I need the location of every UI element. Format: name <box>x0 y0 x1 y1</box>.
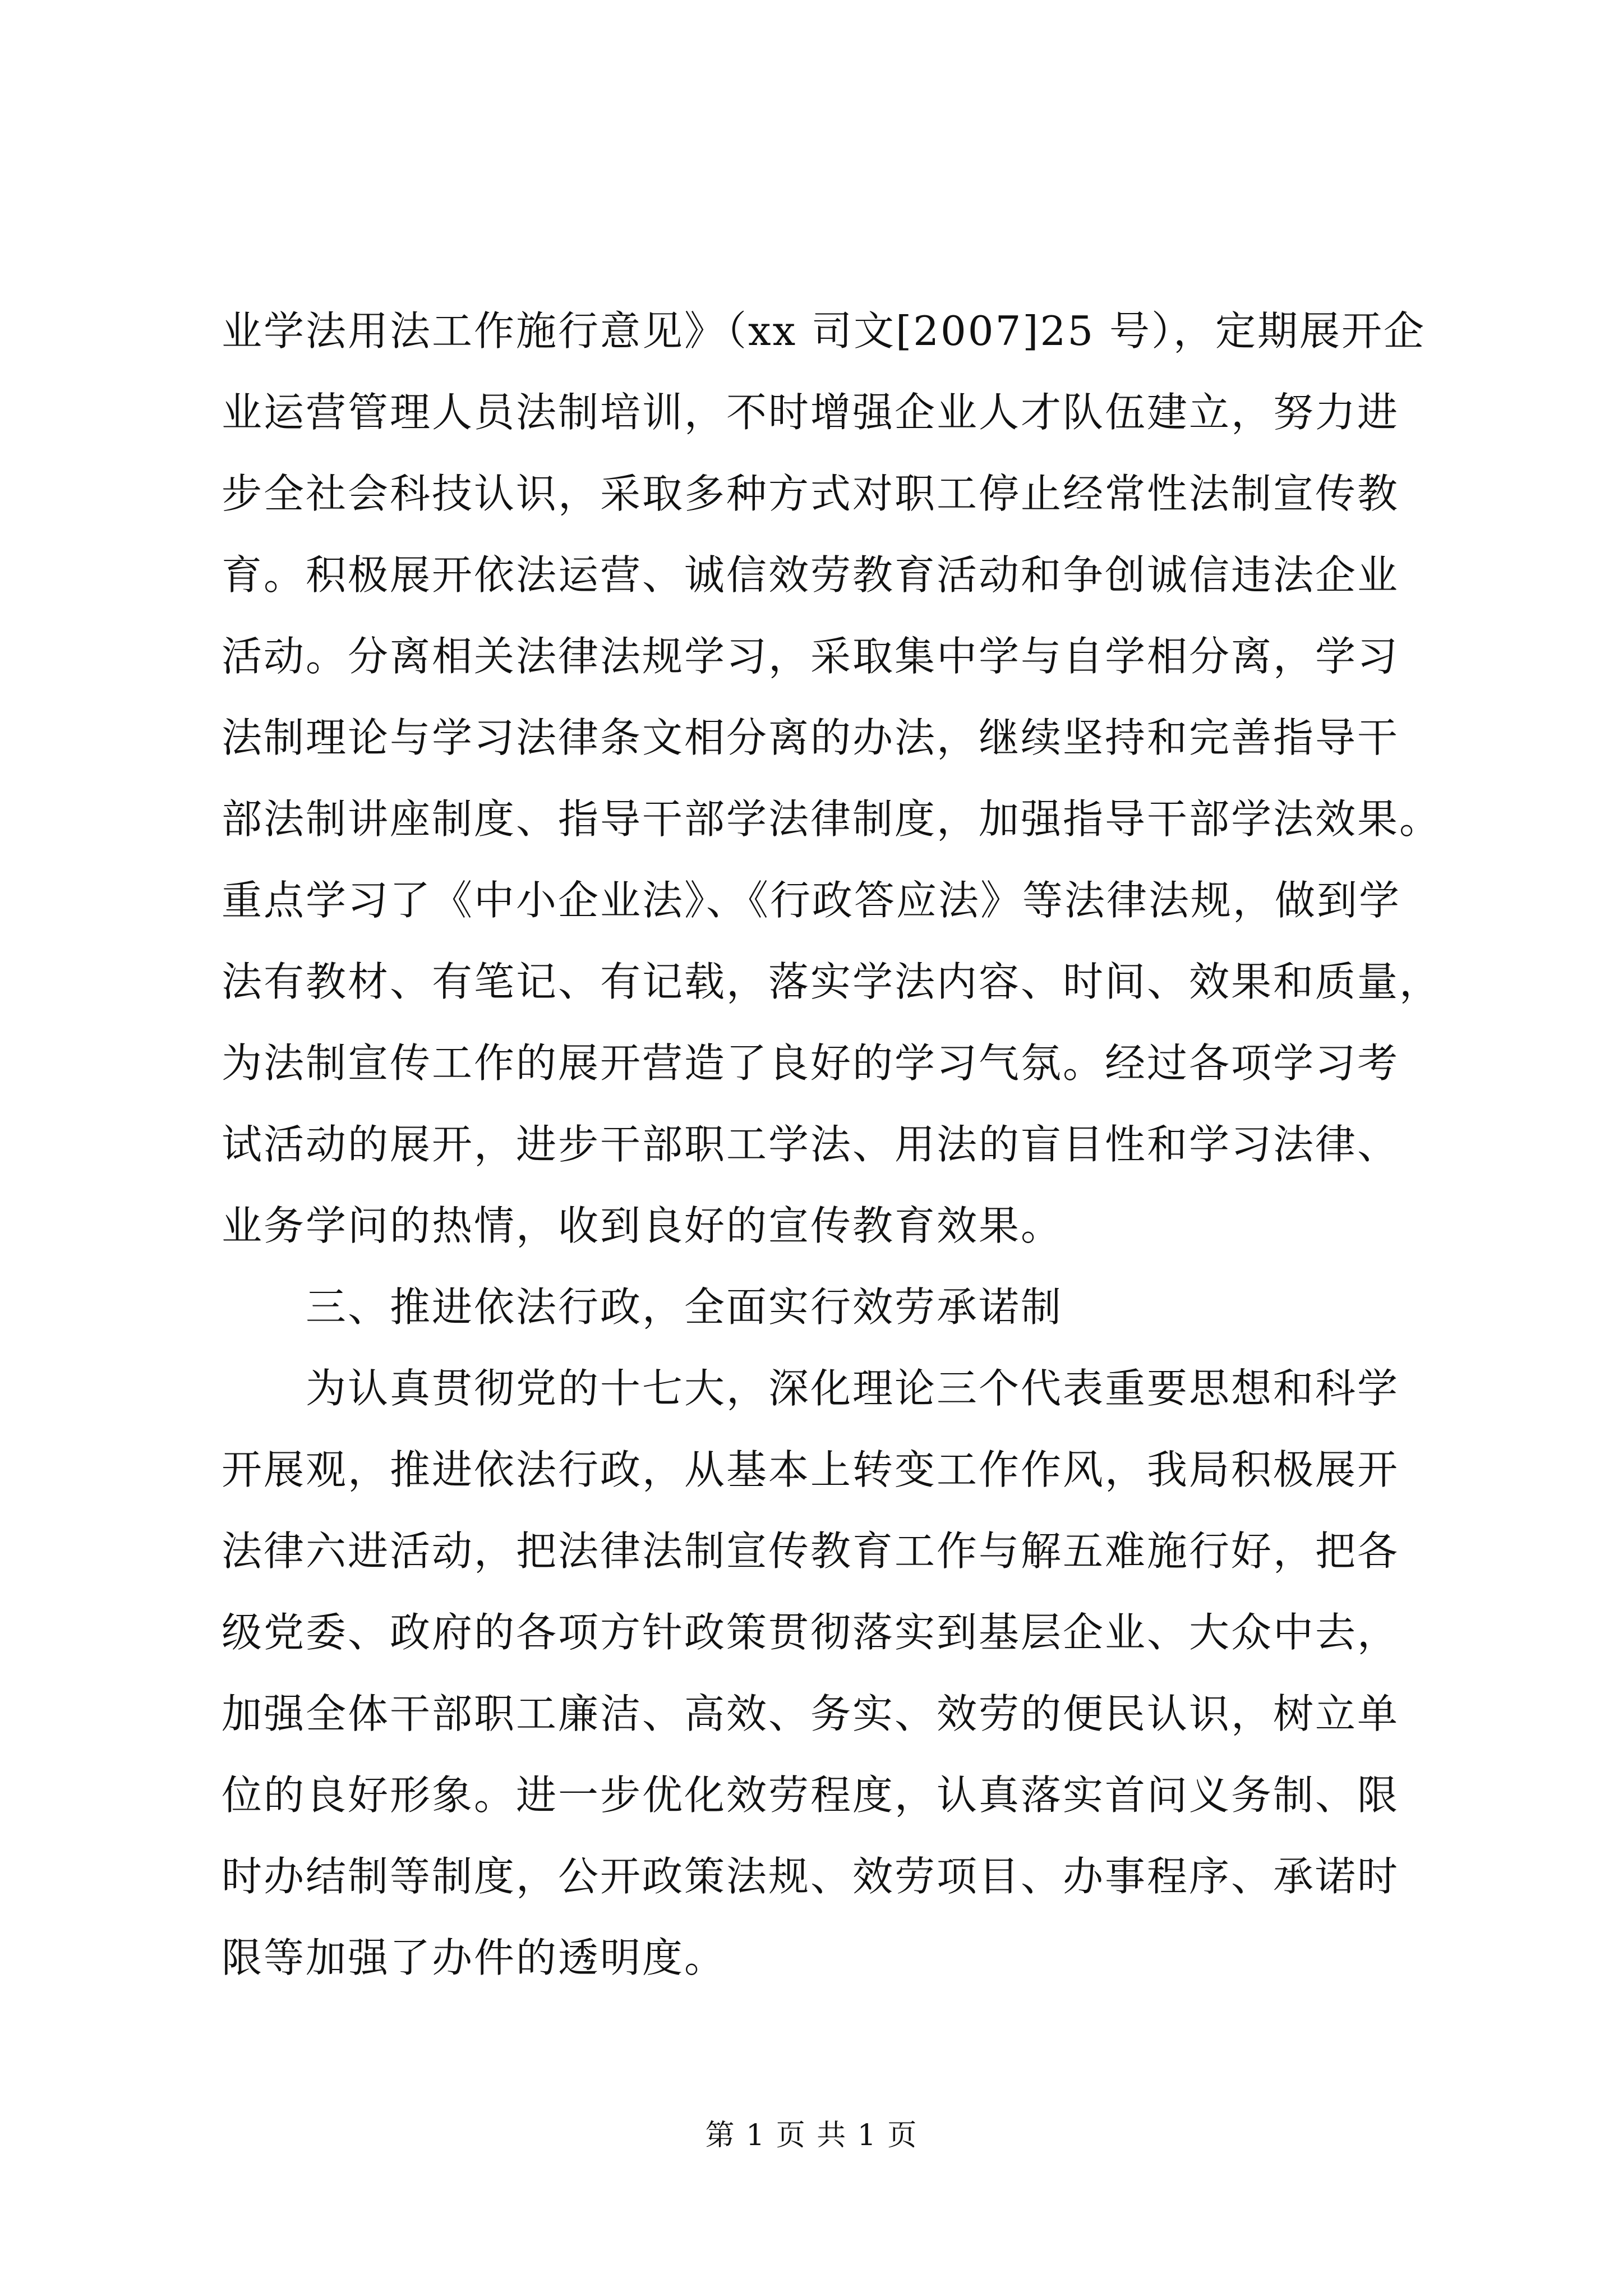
text-line-21: 限等加强了办件的透明度。 <box>222 1934 727 1981</box>
text-line-12: 业务学问的热情，收到良好的宣传教育效果。 <box>222 1202 1063 1249</box>
text-line-5: 活动。分离相关法律法规学习，采取集中学与自学相分离，学习 <box>222 633 1400 680</box>
page-footer: 第 1 页 共 1 页 <box>705 2119 918 2152</box>
text-line-3: 步全社会科技认识，采取多种方式对职工停止经常性法制宣传教 <box>222 470 1400 517</box>
text-line-18: 加强全体干部职工廉洁、高效、务实、效劳的便民认识，树立单 <box>222 1690 1400 1737</box>
text-line-6: 法制理论与学习法律条文相分离的办法，继续坚持和完善指导干 <box>222 714 1400 761</box>
text-line-2: 业运营管理人员法制培训，不时增强企业人才队伍建立，努力进 <box>222 389 1400 436</box>
text-line-10: 为法制宣传工作的展开营造了良好的学习气氛。经过各项学习考 <box>222 1039 1400 1087</box>
section-heading: 三、推进依法行政，全面实行效劳承诺制 <box>306 1283 1063 1331</box>
text-line-15: 开展观，推进依法行政，从基本上转变工作作风，我局积极展开 <box>222 1446 1400 1493</box>
text-line-7: 部法制讲座制度、指导干部学法律制度，加强指导干部学法效果。 <box>222 795 1442 843</box>
text-line-16: 法律六进活动，把法律法制宣传教育工作与解五难施行好，把各 <box>222 1527 1400 1575</box>
text-line-20: 时办结制等制度，公开政策法规、效劳项目、办事程序、承诺时 <box>222 1853 1400 1900</box>
text-line-9: 法有教材、有笔记、有记载，落实学法内容、时间、效果和质量， <box>222 958 1442 1005</box>
text-line-1: 业学法用法工作施行意见》（xx 司文[2007]25 号），定期展开企 <box>222 307 1426 355</box>
text-line-19: 位的良好形象。进一步优化效劳程度，认真落实首问义务制、限 <box>222 1772 1400 1819</box>
text-line-8: 重点学习了《中小企业法》、《行政答应法》等法律法规，做到学 <box>222 877 1401 924</box>
text-line-4: 育。积极展开依法运营、诚信效劳教育活动和争创诚信违法企业 <box>222 551 1400 599</box>
text-line-17: 级党委、政府的各项方针政策贯彻落实到基层企业、大众中去， <box>222 1609 1400 1656</box>
text-line-14: 为认真贯彻党的十七大，深化理论三个代表重要思想和科学 <box>306 1365 1400 1412</box>
text-line-11: 试活动的展开，进步干部职工学法、用法的盲目性和学习法律、 <box>222 1121 1400 1168</box>
